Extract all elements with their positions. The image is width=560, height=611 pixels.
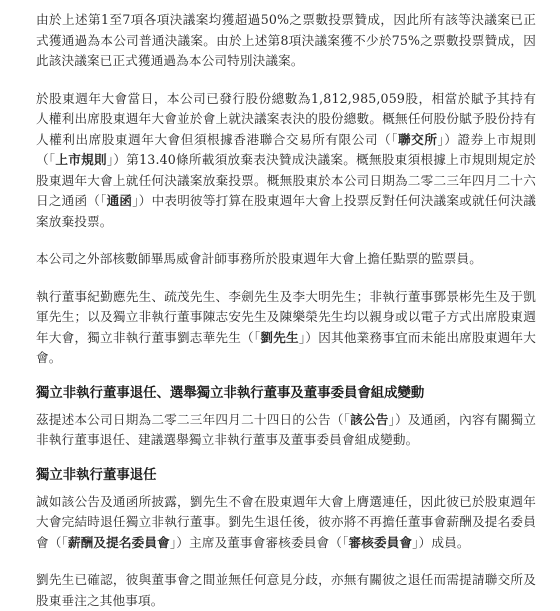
defined-term-audit-committee: 審核委員會 — [348, 534, 413, 550]
paragraph-retirement-details: 誠如該公告及通函所披露，劉先生不會在股東週年大會上膺選連任，因此彼已於股東週年大會完結時退任獨立非執行董事。劉先生退任後，彼亦將不再擔任董事會薪酬及提名委員會（「薪酬及提名委員會」）主席及董事會審核委員會（「審核委員會」）成員。 — [36, 493, 536, 550]
defined-term-circular: 通函 — [106, 193, 133, 208]
paragraph-share-totals: 於股東週年大會當日，本公司已發行股份總數為1,812,985,059股，相當於賦予其持有人權利出席股東週年大會並於會上就決議案表決的股份總數。概無任何股份賦予股份持有人權利出席股東週年大會但須根據香港聯合交易所有限公司（「聯交所」）證券上市規則（「上市規則」）第13.40條所載須放棄表決贊成決議案。概無股東須根據上市規則規定於股東週年大會上就任何決議案放棄投票。概無股東於本公司日期為二零二三年四月二十六日之通函（「通函」）中表明彼等打算在股東週年大會上投票反對任何決議案或就任何決議案放棄投票。 — [36, 90, 537, 229]
defined-term-listing-rules: 上市規則 — [55, 152, 107, 167]
defined-term-stock-exchange: 聯交所 — [398, 131, 438, 147]
section-heading-retirement-election: 獨立非執行董事退任、選舉獨立非執行董事及董事委員會組成變動 — [36, 385, 425, 401]
defined-term-announcement: 該公告 — [350, 411, 389, 427]
paragraph-voting-results: 由於上述第1至7項各項決議案均獲超過50%之票數投票贊成，因此所有該等決議案已正式獲通過為本公司普通決議案。由於上述第8項決議案獲不少於75%之票數投票贊成，因此該決議案已正式獲通過為本公司特別決議案。 — [36, 12, 536, 68]
defined-term-mr-liu: 劉先生 — [260, 329, 299, 345]
paragraph-scrutineer: 本公司之外部核數師畢馬威會計師事務所於股東週年大會上擔任點票的監票員。 — [36, 251, 483, 266]
paragraph-attendance: 執行董事紀勤應先生、疏茂先生、李劍先生及李大明先生；非執行董事鄧景彬先生及于凱軍先生；以及獨立非執行董事陳志安先生及陳樂榮先生均以親身或以電子方式出席股東週年大會，獨立非執行董事劉志華先生（「劉先生」）因其他業務事宜而未能出席股東週年大會。 — [36, 288, 536, 365]
paragraph-announcement-reference: 茲提述本公司日期為二零二三年四月二十四日的公告（「該公告」）及通函，內容有關獨立非執行董事退任、建議選舉獨立非執行董事及董事委員會組成變動。 — [36, 411, 537, 447]
section-heading-retirement: 獨立非執行董事退任 — [36, 467, 157, 483]
paragraph-confirmation: 劉先生已確認，彼與董事會之間並無任何意見分歧，亦無有關彼之退任而需提請聯交所及股東垂注之其他事項。 — [36, 572, 536, 608]
defined-term-remuneration-committee: 薪酬及提名委員會 — [67, 534, 170, 550]
